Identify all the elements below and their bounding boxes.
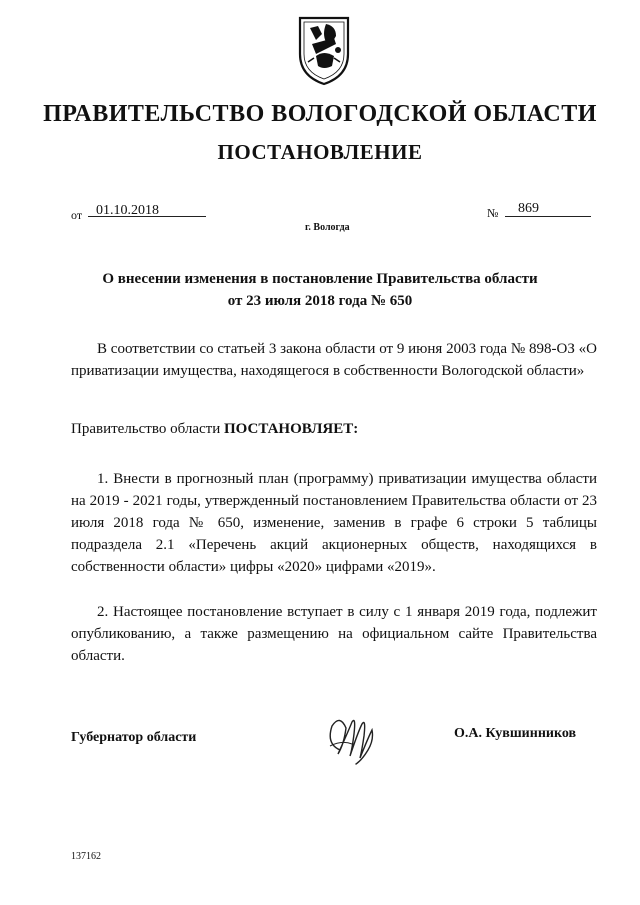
decree-prefix: Правительство области: [71, 421, 221, 437]
city: г. Вологда: [305, 222, 350, 233]
organization-title: ПРАВИТЕЛЬСТВО ВОЛОГОДСКОЙ ОБЛАСТИ: [43, 101, 597, 127]
document-number: 869: [518, 201, 539, 216]
number-prefix: №: [487, 206, 499, 220]
decree-word: ПОСТАНОВЛЯЕТ:: [223, 421, 359, 437]
document-code: 137162: [71, 851, 101, 862]
coat-of-arms-icon: [296, 14, 352, 86]
subject-line-1: О внесении изменения в постановление Правительства области: [102, 271, 538, 287]
item-2-paragraph: 2. Настоящее постановление вступает в силу с 1 января 2019 года, подлежит опубликованию, а также размещению на официальном сайте Правительства области.: [71, 604, 597, 664]
item-1-paragraph: 1. Внести в прогнозный план (программу) приватизации имущества области на 2019 - 2021 годы, утвержденный постановлением Правительства области от 23 июля 2018 года № 650, изменение, заменив в графе 6 строки 5 таблицы подраздела 2.1 «Перечень акций акционерных обществ, находящихся в собственности области» цифры «2020» цифрами «2019».: [71, 471, 597, 575]
basis-paragraph: В соответствии со статьей 3 закона области от 9 июня 2003 года № 898-ОЗ «О приватизации имущества, находящегося в собственности Вологодской области»: [71, 341, 597, 379]
document-subject: [80, 268, 560, 312]
date-prefix: от: [71, 208, 83, 222]
decree-paragraph: [71, 418, 597, 440]
subject-line-2: от 23 июля 2018 года № 650: [227, 293, 413, 309]
document-date: 01.10.2018: [96, 203, 159, 218]
signatory-name: О.А. Кувшинников: [454, 726, 577, 741]
signatory-position: Губернатор области: [71, 730, 197, 745]
document-type: ПОСТАНОВЛЕНИЕ: [217, 140, 423, 164]
handwritten-signature-icon: [322, 710, 382, 766]
